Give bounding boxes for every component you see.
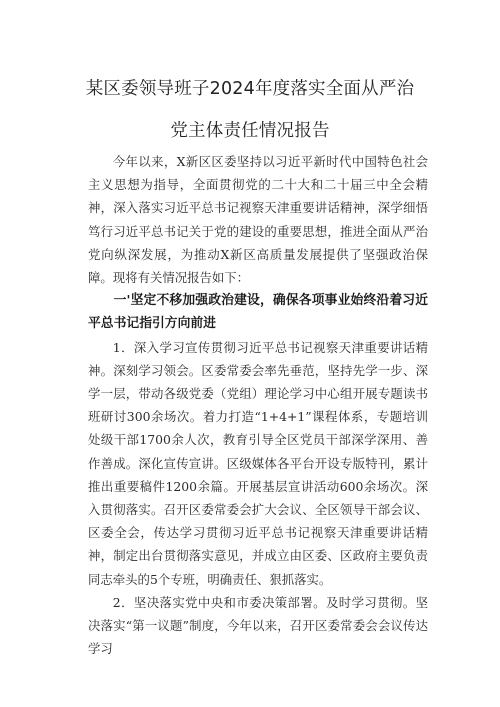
document-title-line-1: 某区委领导班子2024年度落实全面从严治 xyxy=(85,79,415,99)
intro-paragraph: 今年以来，X新区区委坚持以习近平新时代中国特色社会主义思想为指导，全面贯彻党的二十大和二十届三中全会精神，深入落实习近平总书记视察天津重要讲话精神，深学细悟笃行习近平总书记关于党的建设的重要思想，推进全面从严治党向纵深发展，为推动X新区高质量发展提供了坚强政治保障。现将有关情况报告如下： xyxy=(88,154,428,286)
body-paragraph-2: 2．坚决落实党中央和市委决策部署。及时学习贯彻。坚决落实“第一议题”制度，今年以来，召开区委常委会会议传达学习 xyxy=(88,594,428,657)
section-heading-1: 一'坚定不移加强政治建设，确保各项事业始终沿着习近平总书记指引方向前进 xyxy=(88,293,428,332)
document-body xyxy=(88,150,428,660)
document-title-line-2: 党主体责任情况报告 xyxy=(170,121,330,141)
body-paragraph-1: 1．深入学习宣传贯彻习近平总书记视察天津重要讲话精神。深刻学习领会。区委常委会率先垂范，坚持先学一步、深学一层，带动各级党委（党组）理论学习中心组开展专题读书班研讨300余场次。着力打造“1+4+1”课程体系，专题培训处级干部1700余人次，教育引导全区党员干部深学深用、善作善成。深化宣传宣讲。区级媒体各平台开设专版特刊，累计推出重要稿件1200余篇。开展基层宣讲活动600余场次。深入贯彻落实。召开区委常委会扩大会议、全区领导干部会议、区委全会，传达学习贯彻习近平总书记视察天津重要讲话精神，制定出台贯彻落实意见，并成立由区委、区政府主要负责同志牵头的5个专班，明确责任、狠抓落实。 xyxy=(88,339,428,587)
